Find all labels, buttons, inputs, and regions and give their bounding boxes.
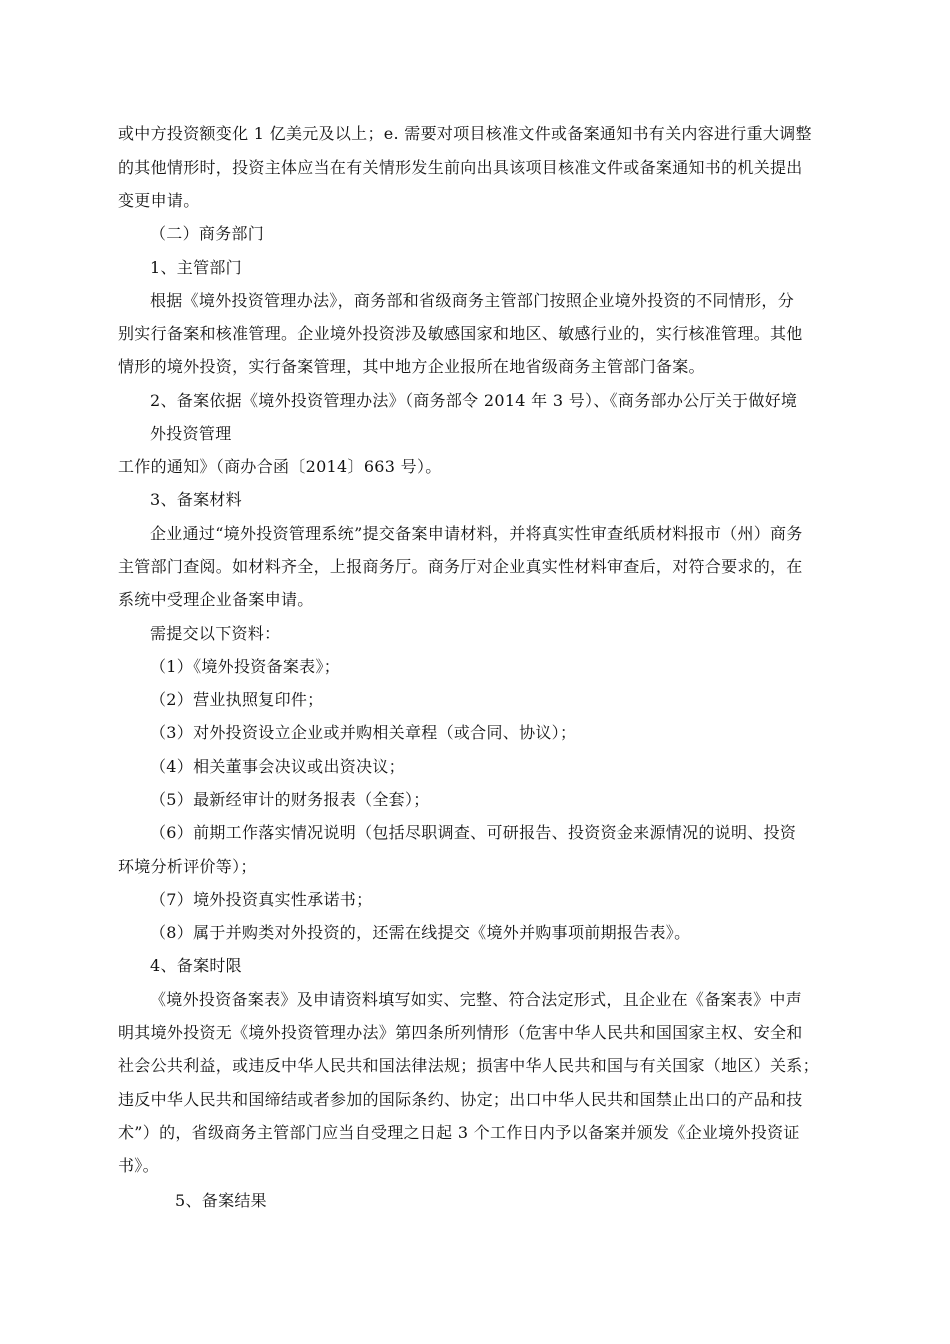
list-item: （3）对外投资设立企业或并购相关章程（或合同、协议）； — [150, 723, 577, 742]
paragraph-line: 明其境外投资无《境外投资管理办法》第四条所列情形（危害中华人民共和国国家主权、安全和 — [118, 1023, 803, 1042]
paragraph-line: 根据《境外投资管理办法》，商务部和省级商务主管部门按照企业境外投资的不同情形，分 — [150, 291, 795, 310]
subsection-heading: 1、主管部门 — [150, 258, 242, 277]
paragraph-line: 《境外投资备案表》及申请资料填写如实、完整、符合法定形式，且企业在《备案表》中声 — [150, 990, 803, 1009]
subsection-heading: 4、备案时限 — [150, 956, 242, 975]
paragraph-line: 需提交以下资料： — [150, 624, 281, 643]
list-item: （1）《境外投资备案表》； — [150, 657, 341, 676]
section-heading: （二）商务部门 — [150, 224, 265, 243]
subsection-heading: 3、备案材料 — [150, 490, 242, 509]
paragraph-line: 的其他情形时，投资主体应当在有关情形发生前向出具该项目核准文件或备案通知书的机关提出 — [118, 158, 803, 177]
paragraph-line: 书》。 — [118, 1156, 159, 1175]
list-item: （4）相关董事会决议或出资决议； — [150, 757, 405, 776]
subsection-heading: 2、备案依据《境外投资管理办法》（商务部令 2014 年 3 号）、《商务部办公厅关于做好境 — [150, 391, 798, 410]
list-item: （2）营业执照复印件； — [150, 690, 324, 709]
list-item: （8）属于并购类对外投资的，还需在线提交《境外并购事项前期报告表》。 — [150, 923, 691, 942]
paragraph-line: 环境分析评价等）； — [118, 857, 257, 876]
paragraph-line: 违反中华人民共和国缔结或者参加的国际条约、协定；出口中华人民共和国禁止出口的产品和技 — [118, 1090, 803, 1109]
paragraph-line: 变更申请。 — [118, 191, 200, 210]
paragraph-line: 主管部门查阅。如材料齐全，上报商务厅。商务厅对企业真实性材料审查后，对符合要求的，在 — [118, 557, 803, 576]
paragraph-line: 情形的境外投资，实行备案管理，其中地方企业报所在地省级商务主管部门备案。 — [118, 357, 705, 376]
paragraph-line: 术”）的，省级商务主管部门应当自受理之日起 3 个工作日内予以备案并颁发《企业境外投资证 — [118, 1123, 800, 1142]
paragraph-line: 系统中受理企业备案申请。 — [118, 590, 314, 609]
list-item: （5）最新经审计的财务报表（全套）； — [150, 790, 430, 809]
paragraph-line: 社会公共利益，或违反中华人民共和国法律法规；损害中华人民共和国与有关国家（地区）关系； — [118, 1056, 819, 1075]
paragraph-line: 或中方投资额变化 1 亿美元及以上；e. 需要对项目核准文件或备案通知书有关内容进行重大调整 — [118, 124, 812, 143]
paragraph-line: 别实行备案和核准管理。企业境外投资涉及敏感国家和地区、敏感行业的，实行核准管理。其他 — [118, 324, 803, 343]
subsection-heading: 5、备案结果 — [175, 1191, 267, 1210]
paragraph-line: 工作的通知》（商办合函〔2014〕663 号）。 — [118, 457, 442, 476]
paragraph-line: 外投资管理 — [150, 424, 232, 443]
paragraph-line: 企业通过“境外投资管理系统”提交备案申请材料，并将真实性审查纸质材料报市（州）商务 — [150, 524, 803, 543]
list-item: （7）境外投资真实性承诺书； — [150, 890, 373, 909]
list-item: （6）前期工作落实情况说明（包括尽职调查、可研报告、投资资金来源情况的说明、投资 — [150, 823, 797, 842]
